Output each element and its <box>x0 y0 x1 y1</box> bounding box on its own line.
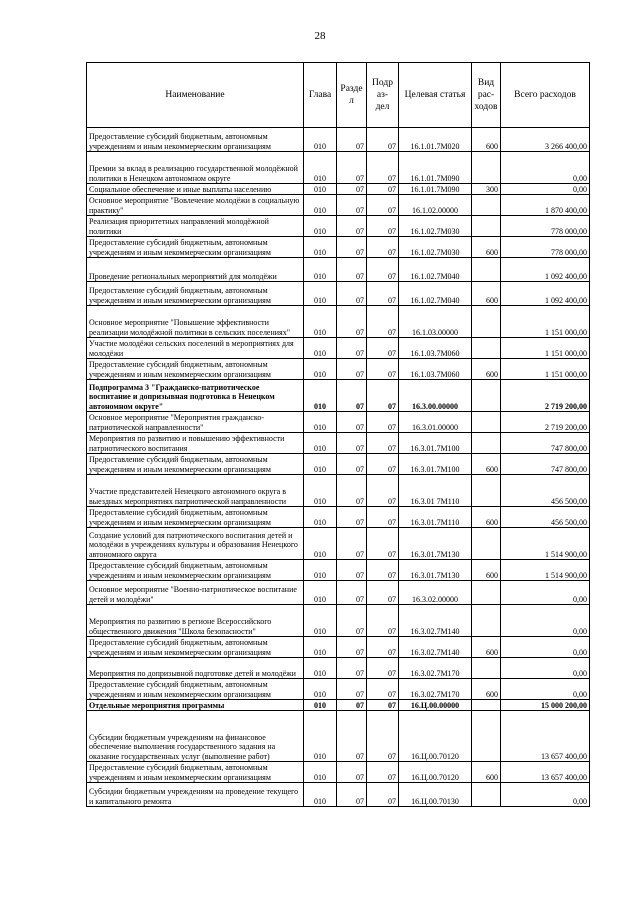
cell-podrazdel: 07 <box>367 433 399 454</box>
cell-vid <box>472 338 501 359</box>
table-row <box>87 306 590 338</box>
cell-total: 1 870 400,00 <box>501 195 590 216</box>
table-row <box>87 711 590 762</box>
cell-razdel: 07 <box>337 475 367 507</box>
cell-podrazdel: 07 <box>367 152 399 184</box>
cell-total: 0,00 <box>501 605 590 637</box>
cell-vid: 300 <box>472 184 501 195</box>
cell-razdel: 07 <box>337 152 367 184</box>
table-row <box>87 475 590 507</box>
cell-name: Предоставление субсидий бюджетным, автономным учреждениям и иным некоммерческим организациям <box>87 237 304 258</box>
cell-vid <box>472 258 501 282</box>
cell-name: Предоставление субсидий бюджетным, автономным учреждениям и иным некоммерческим организациям <box>87 637 304 658</box>
table-row <box>87 605 590 637</box>
cell-name: Участие молодёжи сельских поселений в мероприятиях для молодёжи <box>87 338 304 359</box>
cell-podrazdel: 07 <box>367 560 399 581</box>
cell-glava: 010 <box>304 128 337 152</box>
table-row <box>87 454 590 475</box>
cell-total: 1 151 000,00 <box>501 359 590 380</box>
cell-total: 2 719 200,00 <box>501 380 590 412</box>
cell-target: 16.1.01.7М090 <box>399 152 472 184</box>
table-row <box>87 433 590 454</box>
cell-razdel: 07 <box>337 762 367 783</box>
cell-target: 16.3.02.7М170 <box>399 679 472 700</box>
cell-podrazdel: 07 <box>367 184 399 195</box>
cell-glava: 010 <box>304 412 337 433</box>
cell-razdel: 07 <box>337 605 367 637</box>
table-row <box>87 412 590 433</box>
cell-podrazdel: 07 <box>367 711 399 762</box>
table-row <box>87 507 590 528</box>
cell-name: Отдельные мероприятия программы <box>87 700 304 711</box>
cell-glava: 010 <box>304 560 337 581</box>
cell-razdel: 07 <box>337 454 367 475</box>
cell-target: 16.1.02.7М040 <box>399 258 472 282</box>
cell-name: Участие представителей Ненецкого автономного округа в выездных мероприятиях патриотической направленности <box>87 475 304 507</box>
cell-glava: 010 <box>304 195 337 216</box>
table-row <box>87 282 590 306</box>
cell-glava: 010 <box>304 637 337 658</box>
cell-podrazdel: 07 <box>367 475 399 507</box>
cell-name: Субсидии бюджетным учреждениям на финансовое обеспечение выполнения государственного задания на оказание государственных услуг (выполнение работ) <box>87 711 304 762</box>
cell-target: 16.1.02.7М030 <box>399 237 472 258</box>
table-row <box>87 152 590 184</box>
cell-name: Предоставление субсидий бюджетным, автономным учреждениям и иным некоммерческим организациям <box>87 454 304 475</box>
cell-vid: 600 <box>472 507 501 528</box>
cell-glava: 010 <box>304 237 337 258</box>
cell-vid <box>472 380 501 412</box>
cell-total: 13 657 400,00 <box>501 711 590 762</box>
cell-glava: 010 <box>304 306 337 338</box>
cell-total: 0,00 <box>501 658 590 679</box>
cell-glava: 010 <box>304 679 337 700</box>
cell-total: 0,00 <box>501 679 590 700</box>
cell-name: Создание условий для патриотического воспитания детей и молодёжи в учреждениях культуры и образования Ненецкого автономного округа <box>87 528 304 560</box>
cell-vid <box>472 152 501 184</box>
cell-target: 16.1.02.00000 <box>399 195 472 216</box>
cell-total: 3 266 400,00 <box>501 128 590 152</box>
cell-glava: 010 <box>304 152 337 184</box>
cell-vid <box>472 711 501 762</box>
table-row <box>87 195 590 216</box>
cell-vid <box>472 412 501 433</box>
cell-podrazdel: 07 <box>367 258 399 282</box>
cell-vid: 600 <box>472 762 501 783</box>
cell-razdel: 07 <box>337 581 367 605</box>
cell-total: 0,00 <box>501 783 590 807</box>
cell-podrazdel: 07 <box>367 359 399 380</box>
column-header-razdel: Разде л <box>337 63 367 128</box>
cell-total: 1 092 400,00 <box>501 258 590 282</box>
cell-vid <box>472 700 501 711</box>
cell-name: Премии за вклад в реализацию государственной молодёжной политики в Ненецком автономном округе <box>87 152 304 184</box>
cell-target: 16.1.03.00000 <box>399 306 472 338</box>
cell-razdel: 07 <box>337 380 367 412</box>
cell-podrazdel: 07 <box>367 581 399 605</box>
cell-name: Предоставление субсидий бюджетным, автономным учреждениям и иным некоммерческим организациям <box>87 762 304 783</box>
column-header-target: Целевая статья <box>399 63 472 128</box>
table-row <box>87 128 590 152</box>
table-row <box>87 581 590 605</box>
cell-razdel: 07 <box>337 700 367 711</box>
cell-name: Основное мероприятие "Военно-патриотическое воспитание детей и молодёжи" <box>87 581 304 605</box>
table-row <box>87 216 590 237</box>
cell-target: 16.3.01.00000 <box>399 412 472 433</box>
cell-razdel: 07 <box>337 658 367 679</box>
cell-total: 456 500,00 <box>501 475 590 507</box>
cell-vid: 600 <box>472 637 501 658</box>
page-number: 28 <box>314 30 326 42</box>
cell-vid: 600 <box>472 679 501 700</box>
cell-podrazdel: 07 <box>367 762 399 783</box>
cell-name: Мероприятия по развитию в регионе Всероссийского общественного движения "Школа безопасности" <box>87 605 304 637</box>
table-row <box>87 528 590 560</box>
cell-total: 456 500,00 <box>501 507 590 528</box>
cell-total: 0,00 <box>501 184 590 195</box>
table-row <box>87 560 590 581</box>
cell-podrazdel: 07 <box>367 412 399 433</box>
cell-vid <box>472 216 501 237</box>
cell-razdel: 07 <box>337 258 367 282</box>
cell-razdel: 07 <box>337 412 367 433</box>
cell-name: Основное мероприятие "Повышение эффективности реализации молодёжной политики в сельских поселениях" <box>87 306 304 338</box>
cell-total: 2 719 200,00 <box>501 412 590 433</box>
column-header-glava: Глава <box>304 63 337 128</box>
cell-name: Предоставление субсидий бюджетным, автономным учреждениям и иным некоммерческим организациям <box>87 507 304 528</box>
cell-podrazdel: 07 <box>367 128 399 152</box>
cell-glava: 010 <box>304 380 337 412</box>
cell-razdel: 07 <box>337 433 367 454</box>
table-row <box>87 258 590 282</box>
cell-podrazdel: 07 <box>367 507 399 528</box>
cell-vid: 600 <box>472 282 501 306</box>
cell-glava: 010 <box>304 433 337 454</box>
cell-vid <box>472 433 501 454</box>
cell-name: Проведение региональных мероприятий для молодёжи <box>87 258 304 282</box>
cell-total: 1 514 900,00 <box>501 560 590 581</box>
table-row <box>87 184 590 195</box>
cell-vid: 600 <box>472 454 501 475</box>
column-header-podrazdel: Подр аз- дел <box>367 63 399 128</box>
cell-target: 16.Ц.00.70120 <box>399 711 472 762</box>
cell-total: 1 151 000,00 <box>501 338 590 359</box>
cell-target: 16.1.03.7М060 <box>399 338 472 359</box>
cell-total: 1 092 400,00 <box>501 282 590 306</box>
cell-razdel: 07 <box>337 306 367 338</box>
cell-razdel: 07 <box>337 128 367 152</box>
cell-total: 0,00 <box>501 637 590 658</box>
cell-target: 16.3.01.7М100 <box>399 433 472 454</box>
cell-podrazdel: 07 <box>367 338 399 359</box>
cell-glava: 010 <box>304 184 337 195</box>
cell-vid <box>472 475 501 507</box>
column-header-vid: Вид рас- ходов <box>472 63 501 128</box>
cell-vid <box>472 783 501 807</box>
cell-glava: 010 <box>304 454 337 475</box>
cell-glava: 010 <box>304 282 337 306</box>
cell-total: 0,00 <box>501 581 590 605</box>
cell-total: 747 800,00 <box>501 433 590 454</box>
cell-vid: 600 <box>472 128 501 152</box>
cell-name: Социальное обеспечение и иные выплаты населению <box>87 184 304 195</box>
cell-target: 16.Ц.00.00000 <box>399 700 472 711</box>
cell-razdel: 07 <box>337 282 367 306</box>
cell-vid <box>472 605 501 637</box>
table-row <box>87 380 590 412</box>
cell-target: 16.3.00.00000 <box>399 380 472 412</box>
cell-glava: 010 <box>304 605 337 637</box>
cell-target: 16.3.01.7М100 <box>399 454 472 475</box>
column-header-total: Всего расходов <box>501 63 590 128</box>
cell-podrazdel: 07 <box>367 700 399 711</box>
cell-glava: 010 <box>304 359 337 380</box>
table-header-row <box>87 63 590 128</box>
cell-name: Мероприятия по допризывной подготовке детей и молодёжи <box>87 658 304 679</box>
cell-target: 16.1.01.7М020 <box>399 128 472 152</box>
cell-razdel: 07 <box>337 679 367 700</box>
cell-name: Предоставление субсидий бюджетным, автономным учреждениям и иным некоммерческим организациям <box>87 282 304 306</box>
cell-name: Реализация приоритетных направлений молодёжной политики <box>87 216 304 237</box>
cell-razdel: 07 <box>337 195 367 216</box>
cell-target: 16.1.03.7М060 <box>399 359 472 380</box>
table-row <box>87 338 590 359</box>
cell-target: 16.3.02.00000 <box>399 581 472 605</box>
cell-target: 16.Ц.00.70130 <box>399 783 472 807</box>
cell-name: Подпрограмма 3 "Гражданско-патриотическое воспитание и допризывная подготовка в Ненецком автономном округе" <box>87 380 304 412</box>
cell-target: 16.3.01.7М110 <box>399 507 472 528</box>
cell-podrazdel: 07 <box>367 216 399 237</box>
cell-glava: 010 <box>304 658 337 679</box>
cell-name: Предоставление субсидий бюджетным, автономным учреждениям и иным некоммерческим организациям <box>87 128 304 152</box>
cell-name: Предоставление субсидий бюджетным, автономным учреждениям и иным некоммерческим организациям <box>87 359 304 380</box>
cell-total: 1 514 900,00 <box>501 528 590 560</box>
cell-name: Предоставление субсидий бюджетным, автономным учреждениям и иным некоммерческим организациям <box>87 679 304 700</box>
cell-glava: 010 <box>304 528 337 560</box>
cell-podrazdel: 07 <box>367 454 399 475</box>
cell-podrazdel: 07 <box>367 658 399 679</box>
cell-razdel: 07 <box>337 338 367 359</box>
cell-target: 16.3.02.7М170 <box>399 658 472 679</box>
cell-target: 16.1.01.7М090 <box>399 184 472 195</box>
budget-table <box>86 62 590 807</box>
cell-glava: 010 <box>304 338 337 359</box>
cell-razdel: 07 <box>337 184 367 195</box>
cell-vid <box>472 581 501 605</box>
cell-podrazdel: 07 <box>367 605 399 637</box>
column-header-name: Наименование <box>87 63 304 128</box>
cell-razdel: 07 <box>337 216 367 237</box>
cell-podrazdel: 07 <box>367 679 399 700</box>
cell-glava: 010 <box>304 258 337 282</box>
cell-podrazdel: 07 <box>367 380 399 412</box>
cell-glava: 010 <box>304 581 337 605</box>
cell-razdel: 07 <box>337 560 367 581</box>
cell-total: 15 000 200,00 <box>501 700 590 711</box>
cell-vid <box>472 658 501 679</box>
cell-glava: 010 <box>304 216 337 237</box>
cell-target: 16.3.01.7М130 <box>399 560 472 581</box>
cell-vid <box>472 306 501 338</box>
cell-podrazdel: 07 <box>367 783 399 807</box>
cell-target: 16.3.02.7М140 <box>399 605 472 637</box>
cell-target: 16.1.02.7М040 <box>399 282 472 306</box>
cell-total: 747 800,00 <box>501 454 590 475</box>
table-row <box>87 637 590 658</box>
cell-glava: 010 <box>304 700 337 711</box>
cell-vid <box>472 528 501 560</box>
cell-vid: 600 <box>472 560 501 581</box>
table-row <box>87 359 590 380</box>
cell-podrazdel: 07 <box>367 306 399 338</box>
cell-razdel: 07 <box>337 528 367 560</box>
cell-total: 778 000,00 <box>501 237 590 258</box>
cell-razdel: 07 <box>337 237 367 258</box>
cell-target: 16.3.01 7М110 <box>399 475 472 507</box>
cell-total: 13 657 400,00 <box>501 762 590 783</box>
table-row <box>87 700 590 711</box>
table-row <box>87 762 590 783</box>
cell-target: 16.Ц.00.70120 <box>399 762 472 783</box>
cell-name: Основное мероприятие "Вовлечение молодёжи в социальную практику" <box>87 195 304 216</box>
cell-podrazdel: 07 <box>367 237 399 258</box>
cell-name: Мероприятия по развитию и повышению эффективности патриотического воспитания <box>87 433 304 454</box>
cell-target: 16.1.02.7М030 <box>399 216 472 237</box>
cell-glava: 010 <box>304 762 337 783</box>
cell-glava: 010 <box>304 711 337 762</box>
cell-target: 16.3.01.7М130 <box>399 528 472 560</box>
cell-glava: 010 <box>304 783 337 807</box>
table-row <box>87 783 590 807</box>
cell-vid: 600 <box>472 359 501 380</box>
cell-razdel: 07 <box>337 711 367 762</box>
cell-vid: 600 <box>472 237 501 258</box>
table-body <box>87 128 590 807</box>
cell-podrazdel: 07 <box>367 282 399 306</box>
cell-name: Предоставление субсидий бюджетным, автономным учреждениям и иным некоммерческим организациям <box>87 560 304 581</box>
cell-target: 16.3.02.7М140 <box>399 637 472 658</box>
cell-vid <box>472 195 501 216</box>
cell-total: 0,00 <box>501 152 590 184</box>
cell-glava: 010 <box>304 507 337 528</box>
cell-razdel: 07 <box>337 783 367 807</box>
cell-name: Субсидии бюджетным учреждениям на проведение текущего и капитального ремонта <box>87 783 304 807</box>
cell-razdel: 07 <box>337 507 367 528</box>
table-row <box>87 237 590 258</box>
cell-podrazdel: 07 <box>367 528 399 560</box>
table-row <box>87 679 590 700</box>
cell-razdel: 07 <box>337 359 367 380</box>
cell-total: 778 000,00 <box>501 216 590 237</box>
cell-glava: 010 <box>304 475 337 507</box>
cell-podrazdel: 07 <box>367 195 399 216</box>
cell-podrazdel: 07 <box>367 637 399 658</box>
table-row <box>87 658 590 679</box>
cell-name: Основное мероприятие "Мероприятия гражданско-патриотической направленности" <box>87 412 304 433</box>
cell-total: 1 151 000,00 <box>501 306 590 338</box>
cell-razdel: 07 <box>337 637 367 658</box>
